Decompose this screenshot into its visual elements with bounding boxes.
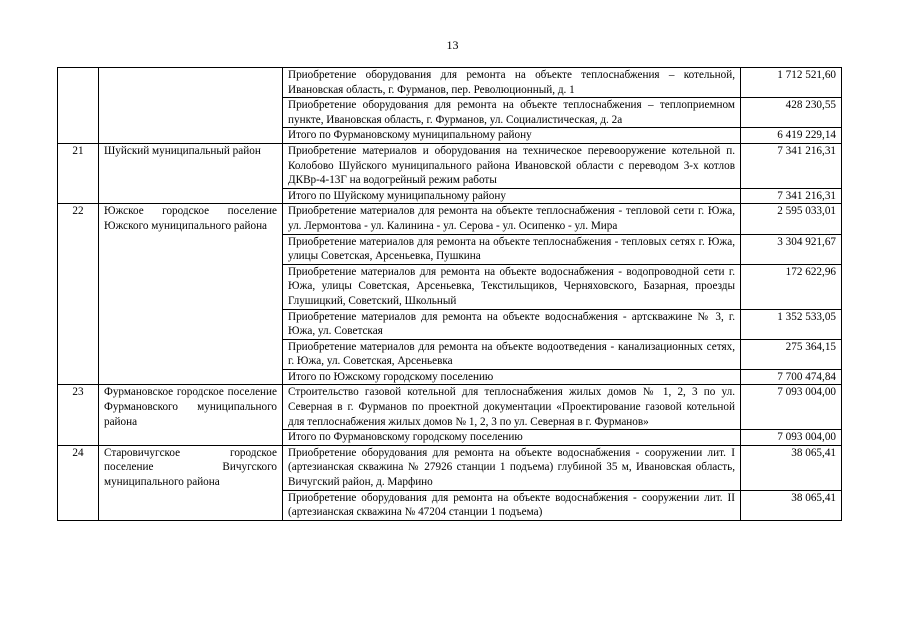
- description-cell: Приобретение оборудования для ремонта на объекте водоснабжения - сооружении лит. I (артезианская скважина № 27926 станции 1 подъема) глубиной 35 м, Ивановская область, Вичугский район, д. Марфино: [283, 445, 741, 490]
- description-cell: Строительство газовой котельной для теплоснабжения жилых домов № 1, 2, 3 по ул. Северная в г. Фурманов по проектной документации «Проектирование газовой котельной для теплоснабжения жилых домов № 1, 2, 3 по ул. Северная в г. Фурманов»: [283, 385, 741, 430]
- subtotal-label: Итого по Фурмановскому муниципальному району: [283, 128, 741, 144]
- description-cell: Приобретение материалов для ремонта на объекте водоснабжения - артскважине № 3, г. Южа, ул. Советская: [283, 309, 741, 339]
- amount-cell: 1 352 533,05: [741, 309, 842, 339]
- page-number: 13: [446, 38, 459, 52]
- table-row: [58, 143, 842, 188]
- subtotal-label: Итого по Шуйскому муниципальному району: [283, 188, 741, 204]
- amount-cell: 428 230,55: [741, 98, 842, 128]
- subtotal-label: Итого по Южскому городскому поселению: [283, 369, 741, 385]
- description-cell: Приобретение материалов для ремонта на объекте водоотведения - канализационных сетях, г. Южа, ул. Советская, Арсеньевка: [283, 339, 741, 369]
- description-cell: Приобретение материалов для ремонта на объекте теплоснабжения - тепловых сетях г. Южа, улицы Советская, Арсеньевка, Пушкина: [283, 234, 741, 264]
- table-row: [58, 204, 842, 234]
- subtotal-amount: 7 700 474,84: [741, 369, 842, 385]
- amount-cell: 38 065,41: [741, 445, 842, 490]
- amount-cell: 275 364,15: [741, 339, 842, 369]
- table-row: [58, 68, 842, 98]
- table-row: [58, 385, 842, 430]
- municipality-cell: Старовичугское городское поселение Вичугского муниципального района: [99, 445, 283, 520]
- municipality-cell: Южское городское поселение Южского муниципального района: [99, 204, 283, 385]
- subtotal-amount: 6 419 229,14: [741, 128, 842, 144]
- amount-cell: 2 595 033,01: [741, 204, 842, 234]
- description-cell: Приобретение материалов для ремонта на объекте водоснабжения - водопроводной сети г. Южа, улицы Советская, Арсеньевка, Текстильщиков, Черняховского, Базарная, проезды Глушицкий, Советский, Школьный: [283, 264, 741, 309]
- amount-cell: 7 341 216,31: [741, 143, 842, 188]
- subtotal-amount: 7 093 004,00: [741, 430, 842, 446]
- row-number-cell: 23: [58, 385, 99, 445]
- municipality-cell: Фурмановское городское поселение Фурмановского муниципального района: [99, 385, 283, 445]
- row-number-cell: 21: [58, 143, 99, 203]
- municipality-cell: [99, 68, 283, 144]
- row-number-cell: [58, 68, 99, 144]
- amount-cell: 1 712 521,60: [741, 68, 842, 98]
- amount-cell: 7 093 004,00: [741, 385, 842, 430]
- funding-table: [57, 67, 842, 521]
- description-cell: Приобретение материалов для ремонта на объекте теплоснабжения - тепловой сети г. Южа, ул. Лермонтова - ул. Калинина - ул. Серова - ул. Осипенко - ул. Мира: [283, 204, 741, 234]
- description-cell: Приобретение оборудования для ремонта на объекте теплоснабжения – теплоприемном пункте, Ивановская область, г. Фурманов, ул. Социалистическая, д. 2а: [283, 98, 741, 128]
- row-number-cell: 22: [58, 204, 99, 385]
- table-row: [58, 445, 842, 490]
- description-cell: Приобретение материалов и оборудования на техническое перевооружение котельной п. Колобово Шуйского муниципального района Ивановской области с переводом 3-х котлов ДКВр-4-13Г на водогрейный режим работы: [283, 143, 741, 188]
- subtotal-amount: 7 341 216,31: [741, 188, 842, 204]
- description-cell: Приобретение оборудования для ремонта на объекте теплоснабжения – котельной, Ивановская область, г. Фурманов, пер. Революционный, д. 1: [283, 68, 741, 98]
- amount-cell: 3 304 921,67: [741, 234, 842, 264]
- amount-cell: 172 622,96: [741, 264, 842, 309]
- row-number-cell: 24: [58, 445, 99, 520]
- amount-cell: 38 065,41: [741, 490, 842, 520]
- municipality-cell: Шуйский муниципальный район: [99, 143, 283, 203]
- subtotal-label: Итого по Фурмановскому городскому поселению: [283, 430, 741, 446]
- description-cell: Приобретение оборудования для ремонта на объекте водоснабжения - сооружении лит. II (артезианская скважина № 47204 станции 1 подъема): [283, 490, 741, 520]
